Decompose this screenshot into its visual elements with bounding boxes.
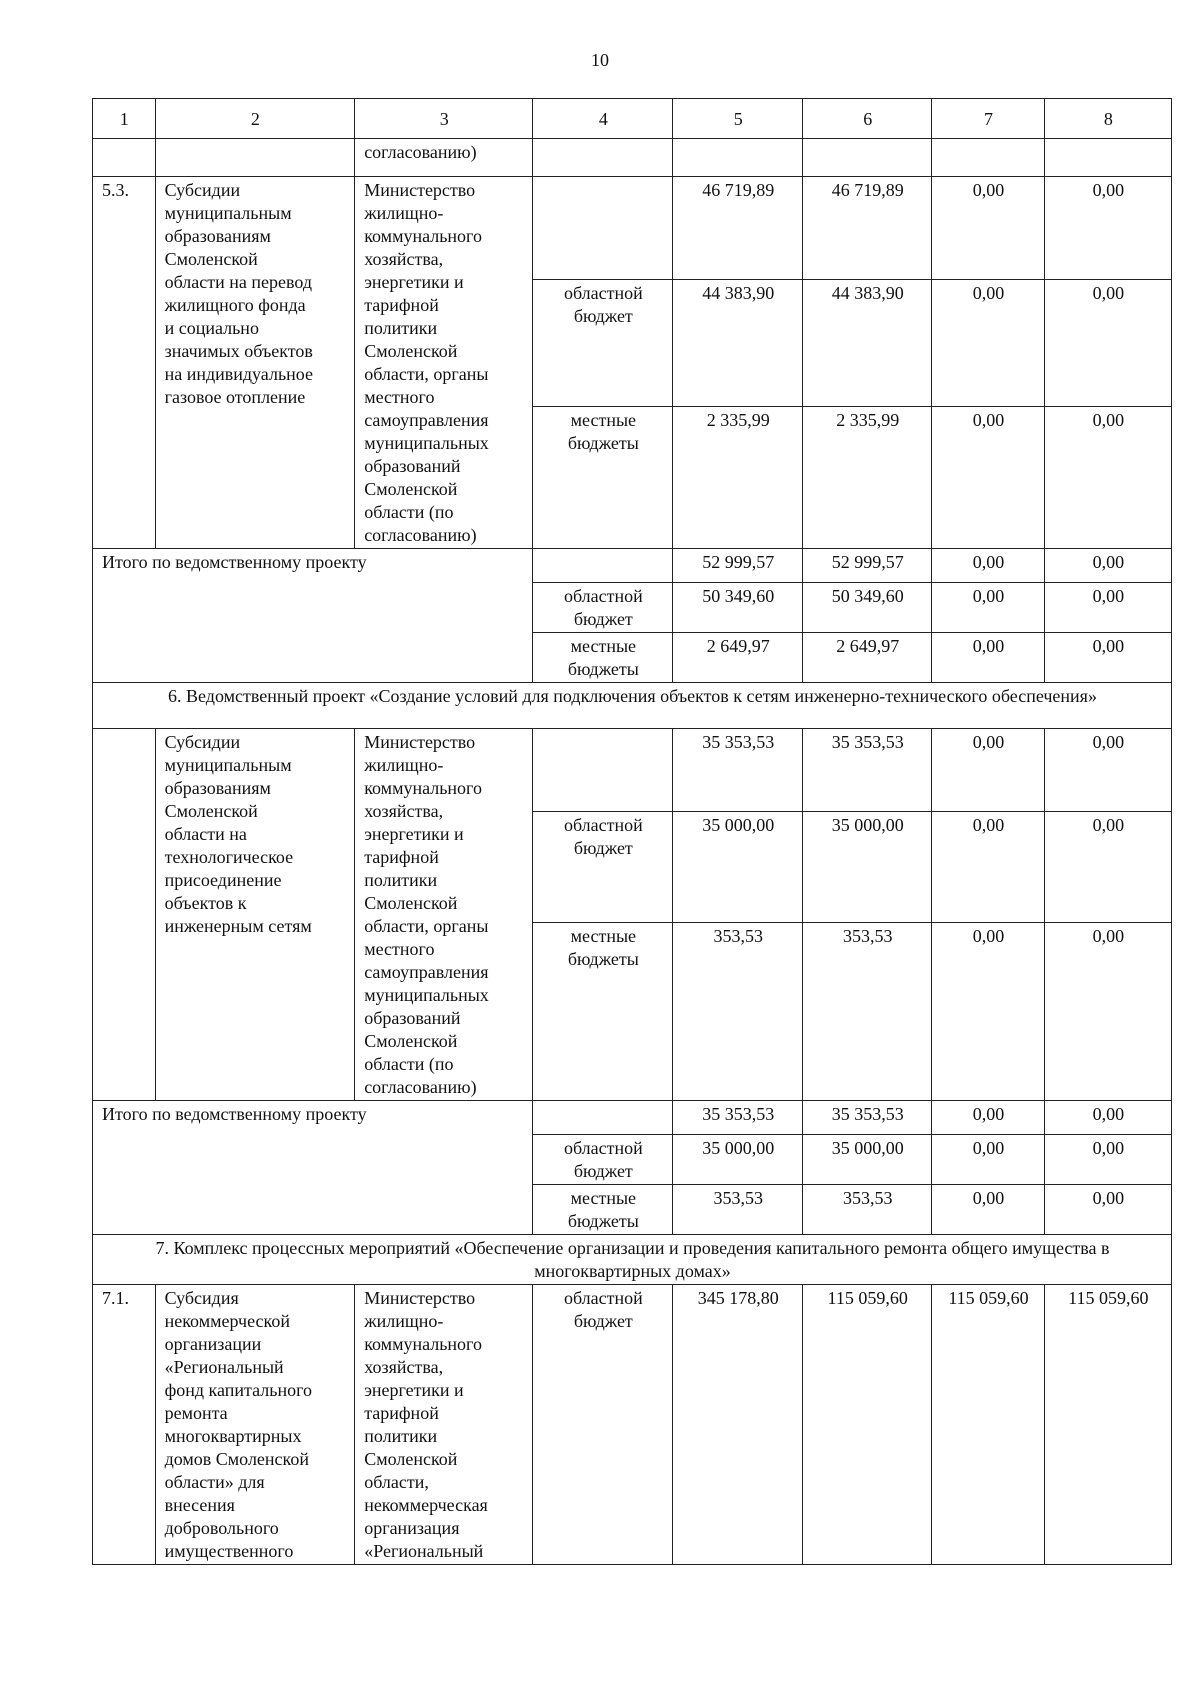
empty-cell — [155, 139, 355, 177]
value-cell: 0,00 — [1044, 1135, 1171, 1185]
value-cell: 115 059,60 — [932, 1285, 1044, 1565]
table-row — [93, 729, 1172, 812]
item-number — [93, 729, 156, 1101]
value-cell: 0,00 — [932, 406, 1044, 548]
value-cell: 0,00 — [1044, 406, 1171, 548]
header-cell: 8 — [1044, 99, 1171, 139]
item-name: Субсидии муниципальным образованиям Смоленской области на технологическое присоединение объектов к инженерным сетям — [155, 729, 355, 1101]
funding-source: областной бюджет — [533, 1285, 673, 1565]
total-label: Итого по ведомственному проекту — [93, 1101, 533, 1235]
funding-source: областной бюджет — [533, 280, 673, 406]
value-cell: 353,53 — [673, 923, 802, 1101]
value-cell: 35 353,53 — [802, 1101, 931, 1135]
value-cell: 0,00 — [932, 1101, 1044, 1135]
funding-source: местные бюджеты — [533, 406, 673, 548]
value-cell: 35 353,53 — [673, 729, 802, 812]
header-cell: 3 — [355, 99, 533, 139]
header-cell: 1 — [93, 99, 156, 139]
funding-source — [533, 549, 673, 583]
value-cell: 345 178,80 — [673, 1285, 802, 1565]
value-cell: 0,00 — [932, 729, 1044, 812]
responsible-cell: Министерство жилищно- коммунального хозяйства, энергетики и тарифной политики Смоленской области, органы местного самоуправления муниципальных образований Смоленской области (по согласованию) — [355, 177, 533, 549]
empty-cell — [1044, 139, 1171, 177]
funding-source: местные бюджеты — [533, 633, 673, 683]
empty-cell — [533, 139, 673, 177]
funding-source — [533, 177, 673, 280]
item-number: 5.3. — [93, 177, 156, 549]
value-cell: 50 349,60 — [802, 583, 931, 633]
funding-source: местные бюджеты — [533, 923, 673, 1101]
item-number: 7.1. — [93, 1285, 156, 1565]
empty-cell — [673, 139, 802, 177]
header-cell: 4 — [533, 99, 673, 139]
header-cell: 6 — [802, 99, 931, 139]
value-cell: 52 999,57 — [673, 549, 802, 583]
header-cell: 2 — [155, 99, 355, 139]
responsible-cell: согласованию) — [355, 139, 533, 177]
value-cell: 353,53 — [802, 923, 931, 1101]
funding-source: областной бюджет — [533, 583, 673, 633]
value-cell: 2 649,97 — [802, 633, 931, 683]
carryover-row — [93, 139, 1172, 177]
value-cell: 46 719,89 — [673, 177, 802, 280]
value-cell: 0,00 — [1044, 729, 1171, 812]
value-cell: 0,00 — [932, 177, 1044, 280]
funding-source: областной бюджет — [533, 812, 673, 923]
funding-source: местные бюджеты — [533, 1185, 673, 1235]
responsible-cell: Министерство жилищно- коммунального хозяйства, энергетики и тарифной политики Смоленской области, некоммерческая организация «Региональный — [355, 1285, 533, 1565]
total-row — [93, 549, 1172, 583]
value-cell: 0,00 — [932, 923, 1044, 1101]
item-name: Субсидии муниципальным образованиям Смоленской области на перевод жилищного фонда и социально значимых объектов на индивидуальное газовое отопление — [155, 177, 355, 549]
value-cell: 52 999,57 — [802, 549, 931, 583]
funding-source: областной бюджет — [533, 1135, 673, 1185]
section-title: 6. Ведомственный проект «Создание условий для подключения объектов к сетям инженерно-технического обеспечения» — [93, 683, 1172, 729]
value-cell: 0,00 — [1044, 923, 1171, 1101]
budget-table — [92, 98, 1172, 1565]
total-label: Итого по ведомственному проекту — [93, 549, 533, 683]
total-row — [93, 1101, 1172, 1135]
value-cell: 0,00 — [1044, 812, 1171, 923]
value-cell: 0,00 — [1044, 583, 1171, 633]
table-row — [93, 177, 1172, 280]
value-cell: 353,53 — [673, 1185, 802, 1235]
value-cell: 0,00 — [932, 1185, 1044, 1235]
value-cell: 0,00 — [932, 633, 1044, 683]
page-number: 10 — [591, 50, 609, 70]
value-cell: 50 349,60 — [673, 583, 802, 633]
value-cell: 35 000,00 — [673, 1135, 802, 1185]
empty-cell — [93, 139, 156, 177]
value-cell: 35 353,53 — [802, 729, 931, 812]
value-cell: 0,00 — [932, 280, 1044, 406]
value-cell: 0,00 — [1044, 549, 1171, 583]
empty-cell — [932, 139, 1044, 177]
value-cell: 2 335,99 — [673, 406, 802, 548]
section-header-row — [93, 1235, 1172, 1285]
column-number-row — [93, 99, 1172, 139]
value-cell: 35 353,53 — [673, 1101, 802, 1135]
value-cell: 0,00 — [1044, 1101, 1171, 1135]
value-cell: 353,53 — [802, 1185, 931, 1235]
value-cell: 0,00 — [1044, 280, 1171, 406]
value-cell: 2 335,99 — [802, 406, 931, 548]
value-cell: 44 383,90 — [673, 280, 802, 406]
section-header-row — [93, 683, 1172, 729]
empty-cell — [802, 139, 931, 177]
item-name: Субсидия некоммерческой организации «Региональный фонд капитального ремонта многоквартирных домов Смоленской области» для внесения добровольного имущественного — [155, 1285, 355, 1565]
value-cell: 0,00 — [932, 1135, 1044, 1185]
value-cell: 35 000,00 — [673, 812, 802, 923]
value-cell: 35 000,00 — [802, 812, 931, 923]
header-cell: 5 — [673, 99, 802, 139]
value-cell: 0,00 — [932, 583, 1044, 633]
value-cell: 0,00 — [1044, 633, 1171, 683]
value-cell: 0,00 — [1044, 1185, 1171, 1235]
value-cell: 0,00 — [932, 812, 1044, 923]
funding-source — [533, 1101, 673, 1135]
header-cell: 7 — [932, 99, 1044, 139]
value-cell: 115 059,60 — [802, 1285, 931, 1565]
value-cell: 46 719,89 — [802, 177, 931, 280]
value-cell: 2 649,97 — [673, 633, 802, 683]
value-cell: 0,00 — [932, 549, 1044, 583]
value-cell: 0,00 — [1044, 177, 1171, 280]
value-cell: 44 383,90 — [802, 280, 931, 406]
funding-source — [533, 729, 673, 812]
table-row — [93, 1285, 1172, 1565]
section-title: 7. Комплекс процессных мероприятий «Обеспечение организации и проведения капитального ремонта общего имущества в многоквартирных домах» — [93, 1235, 1172, 1285]
responsible-cell: Министерство жилищно- коммунального хозяйства, энергетики и тарифной политики Смоленской области, органы местного самоуправления муниципальных образований Смоленской области (по согласованию) — [355, 729, 533, 1101]
value-cell: 115 059,60 — [1044, 1285, 1171, 1565]
value-cell: 35 000,00 — [802, 1135, 931, 1185]
